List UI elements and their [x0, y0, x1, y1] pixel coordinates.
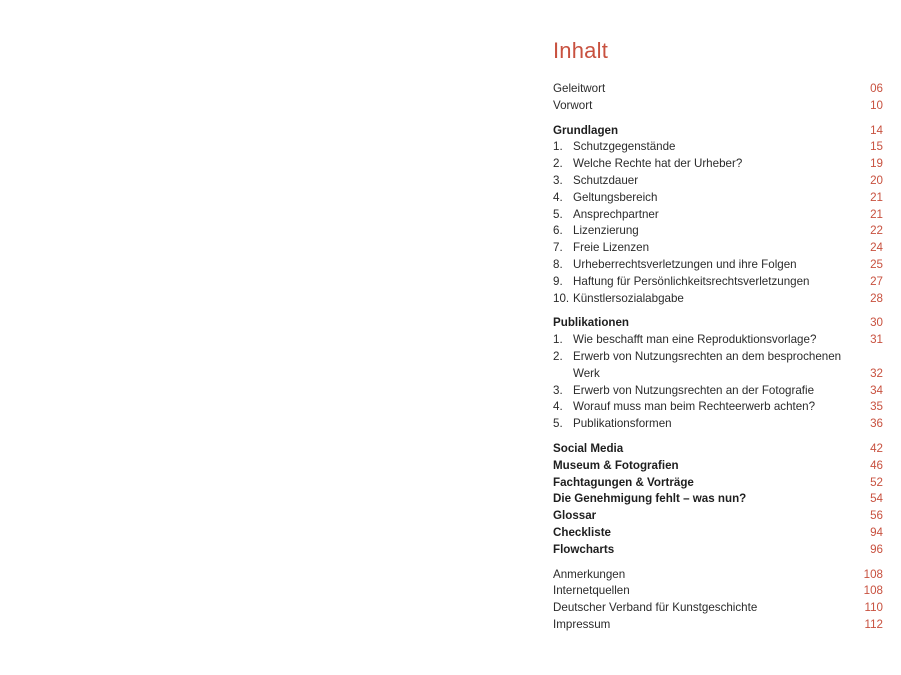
- toc-chapter-heading[interactable]: [553, 458, 883, 475]
- toc-entry[interactable]: [553, 416, 883, 433]
- toc-page-number: 14: [870, 123, 883, 137]
- toc-page-number: 10: [870, 98, 883, 112]
- toc-page-number: 110: [864, 601, 883, 615]
- toc-entry[interactable]: [553, 349, 883, 383]
- toc-page-number: 46: [870, 458, 883, 472]
- toc-entry-title: Haftung für Persönlichkeitsrechtsverletzungen: [573, 274, 810, 288]
- toc-chapter-heading[interactable]: [553, 508, 883, 525]
- toc-page-number: 30: [870, 316, 883, 330]
- toc-entry-title: Anmerkungen: [553, 567, 626, 581]
- toc-entry-number: 2.: [553, 157, 563, 171]
- toc-page-number: 94: [870, 525, 883, 539]
- toc-page-number: 28: [870, 291, 883, 305]
- toc-chapter-heading[interactable]: [553, 441, 883, 458]
- toc-entry-title: Flowcharts: [553, 542, 615, 556]
- toc-page-number: 24: [870, 241, 883, 255]
- toc-page-number: 35: [870, 400, 883, 414]
- toc-entry-title: Schutzgegenstände: [573, 140, 676, 154]
- toc-entry-title: Grundlagen: [553, 123, 619, 137]
- toc-entry[interactable]: [553, 223, 883, 240]
- toc-entry-number: 3.: [553, 383, 563, 397]
- toc-page-number: 32: [870, 366, 883, 380]
- toc-entry-title: Impressum: [553, 617, 611, 631]
- toc-page-number: 112: [864, 617, 883, 631]
- toc-entry-number: 4.: [553, 190, 563, 204]
- toc-entry-number: 8.: [553, 257, 563, 271]
- toc-entry[interactable]: [553, 207, 883, 224]
- toc-entry[interactable]: [553, 257, 883, 274]
- toc-entry[interactable]: [553, 383, 883, 400]
- toc-entry-title: Publikationen: [553, 316, 630, 330]
- toc-page-number: 42: [870, 441, 883, 455]
- toc-sections: [553, 81, 883, 634]
- toc-page-number: 56: [870, 509, 883, 523]
- toc-entry-title: Wie beschafft man eine Reproduktionsvorlage?: [573, 333, 817, 347]
- toc-entry-number: 5.: [553, 207, 563, 221]
- toc-entry-title: Internetquellen: [553, 584, 630, 598]
- toc-entry-title: Freie Lizenzen: [573, 241, 650, 255]
- toc-page-number: 31: [870, 333, 883, 347]
- toc-entry-title: Vorwort: [553, 98, 593, 112]
- toc-page-number: 15: [870, 140, 883, 154]
- toc-entry-title: Social Media: [553, 441, 624, 455]
- toc-entry-title: Fachtagungen & Vorträge: [553, 475, 694, 489]
- toc-section: [553, 81, 883, 115]
- toc-entry-title: Urheberrechtsverletzungen und ihre Folgen: [573, 257, 797, 271]
- toc-entry-title: Ansprechpartner: [573, 207, 659, 221]
- toc-page-number: 34: [870, 383, 883, 397]
- toc-entry-number: 1.: [553, 333, 563, 347]
- toc-entry[interactable]: [553, 98, 883, 115]
- toc-page-number: 54: [870, 492, 883, 506]
- toc-entry-title: Publikationsformen: [573, 417, 672, 431]
- toc-entry[interactable]: [553, 139, 883, 156]
- toc-page-number: 52: [870, 475, 883, 489]
- toc-entry[interactable]: [553, 399, 883, 416]
- toc-entry-number: 1.: [553, 140, 563, 154]
- toc-entry-number: 4.: [553, 400, 563, 414]
- toc-entry-title: Erwerb von Nutzungsrechten an dem besprochenen Werk: [573, 349, 842, 380]
- toc-entry-number: 2.: [553, 349, 563, 363]
- toc-chapter-heading[interactable]: [553, 542, 883, 559]
- toc-page-number: 20: [870, 173, 883, 187]
- toc-page-number: 27: [870, 274, 883, 288]
- page-title: Inhalt: [553, 38, 609, 63]
- toc-page-number: 96: [870, 542, 883, 556]
- toc-section: [553, 315, 883, 433]
- toc-entry-title: Glossar: [553, 509, 597, 523]
- toc-page-number: 36: [870, 417, 883, 431]
- table-of-contents: [553, 38, 883, 642]
- toc-page-number: 22: [870, 224, 883, 238]
- toc-chapter-heading[interactable]: [553, 525, 883, 542]
- toc-entry-title: Worauf muss man beim Rechteerwerb achten?: [573, 400, 816, 414]
- toc-entry-title: Geltungsbereich: [573, 190, 658, 204]
- toc-section: [553, 123, 883, 308]
- toc-entry-title: Schutzdauer: [573, 173, 639, 187]
- toc-entry[interactable]: [553, 617, 883, 634]
- toc-page-number: 06: [870, 82, 883, 95]
- toc-entry[interactable]: [553, 600, 883, 617]
- toc-entry[interactable]: [553, 240, 883, 257]
- toc-chapter-heading[interactable]: [553, 475, 883, 492]
- toc-chapter-heading[interactable]: [553, 123, 883, 140]
- toc-page-number: 25: [870, 257, 883, 271]
- toc-entry-number: 6.: [553, 224, 563, 238]
- toc-entry-number: 3.: [553, 173, 563, 187]
- toc-entry[interactable]: [553, 583, 883, 600]
- toc-entry-title: Checkliste: [553, 525, 611, 539]
- toc-page-number: 108: [863, 567, 883, 581]
- toc-page-number: 108: [863, 584, 883, 598]
- toc-entry-title: Lizenzierung: [573, 224, 639, 238]
- toc-entry[interactable]: [553, 173, 883, 190]
- toc-entry-number: 5.: [553, 417, 563, 431]
- toc-entry[interactable]: [553, 567, 883, 584]
- toc-entry-title: Deutscher Verband für Kunstgeschichte: [553, 601, 758, 615]
- toc-chapter-heading[interactable]: [553, 315, 883, 332]
- toc-entry-number: 7.: [553, 241, 563, 255]
- toc-entry[interactable]: [553, 156, 883, 173]
- toc-entry-title: Welche Rechte hat der Urheber?: [573, 157, 743, 171]
- toc-chapter-heading[interactable]: [553, 491, 883, 508]
- toc-entry[interactable]: [553, 190, 883, 207]
- toc-entry-title: Museum & Fotografien: [553, 458, 679, 472]
- toc-entry-title: Erwerb von Nutzungsrechten an der Fotografie: [573, 383, 815, 397]
- toc-entry[interactable]: [553, 81, 883, 98]
- toc-entry-number: 9.: [553, 274, 563, 288]
- toc-page-number: 21: [870, 190, 883, 204]
- toc-section: [553, 441, 883, 559]
- toc-entry-title: Künstlersozialabgabe: [573, 291, 684, 305]
- toc-section: [553, 567, 883, 634]
- toc-entry-number: 10.: [553, 291, 570, 305]
- toc-entry-title: Die Genehmigung fehlt – was nun?: [553, 492, 747, 506]
- toc-entry[interactable]: [553, 291, 883, 308]
- toc-entry-title: Geleitwort: [553, 82, 606, 95]
- toc-page-number: 19: [870, 157, 883, 171]
- toc-entry[interactable]: [553, 332, 883, 349]
- toc-page-number: 21: [870, 207, 883, 221]
- toc-entry[interactable]: [553, 274, 883, 291]
